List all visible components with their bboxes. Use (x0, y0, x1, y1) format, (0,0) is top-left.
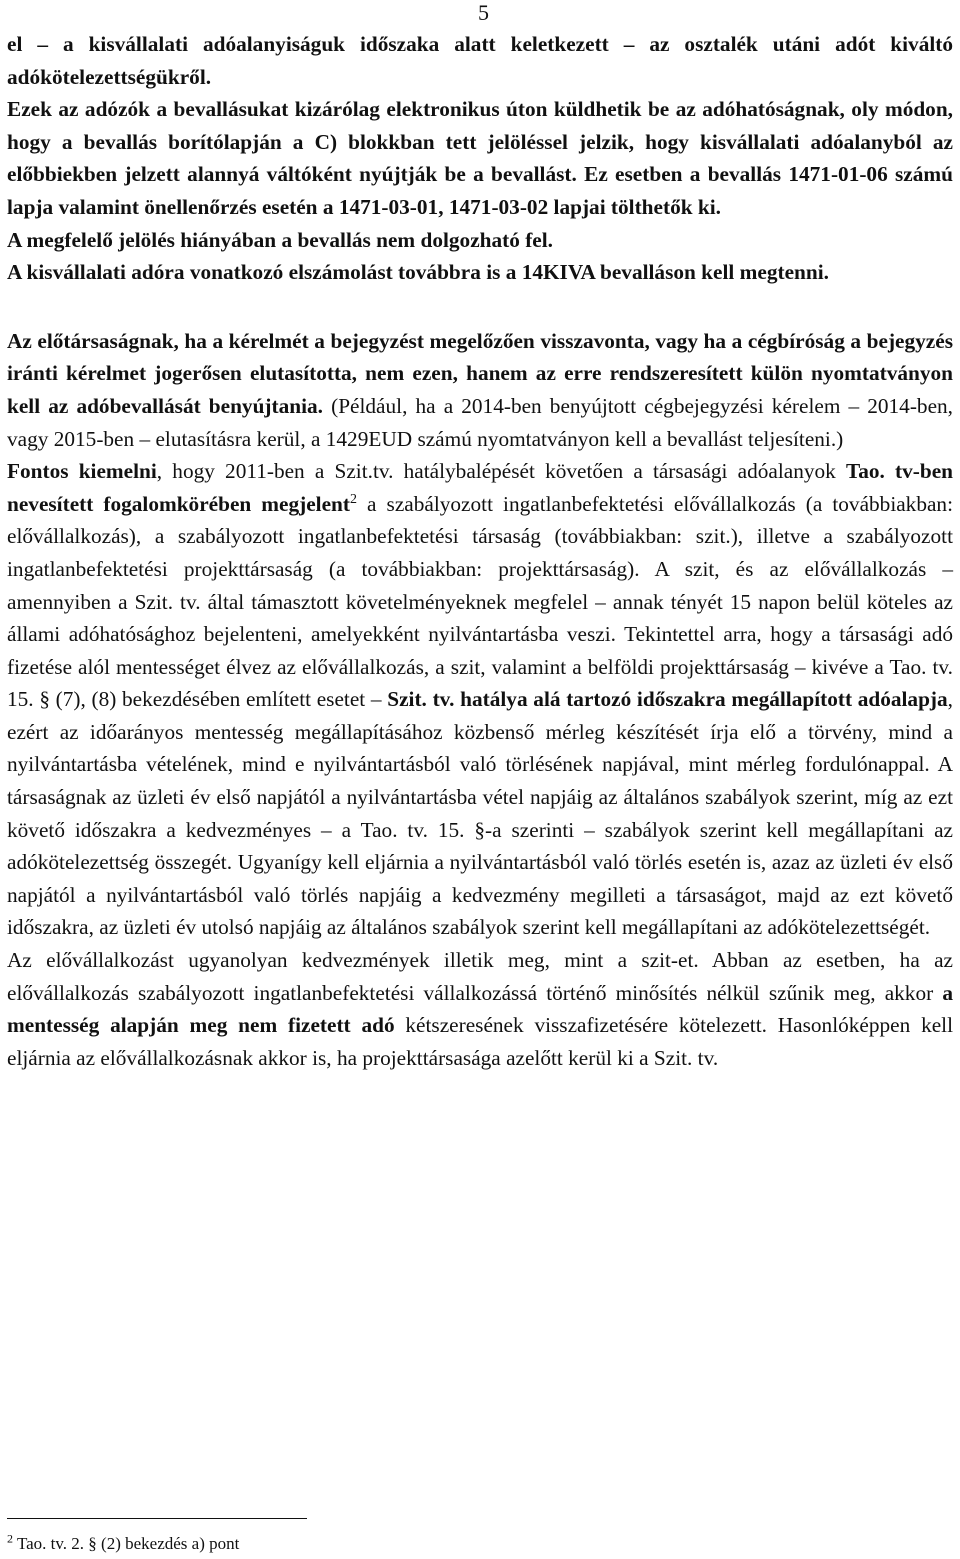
paragraph-6-emphasis-2: Tao. tv-ben nevesített fogalomkörében megjelent (7, 459, 953, 516)
paragraph-4-text: A kisvállalati adóra vonatkozó elszámolást továbbra is a 14KIVA bevalláson kell megtenni. (7, 260, 829, 285)
paragraph-5-bold: Az előtársaságnak, ha a kérelmét a bejegyzést megelőzően visszavonta, vagy ha a cégbíróság a bejegyzés iránti kérelmet jogerősen elutasította, nem ezen, hanem az erre rendszeresített külön nyomtatványon kell az adóbevallását benyújtania. (7, 328, 953, 418)
document-body (7, 28, 953, 1074)
paragraph-6-text-a: , hogy 2011-ben a Szit.tv. hatálybalépését követően a társasági adóalanyok (156, 459, 846, 484)
paragraph-3-text: A megfelelő jelölés hiányában a bevallás nem dolgozható fel. (7, 227, 554, 252)
paragraph-6-text-b: a szabályozott ingatlanbefektetési elővállalkozás (a továbbiakban: elővállalkozás), a szabályozott ingatlanbefektetési társaság (továbbiakban: szit.), illetve a szabályozott ingatlanbefektetési projekttársaság (a továbbiakban: projekttársaság). A szit, és az elővállalkozás – amennyiben a Szit. tv. által támasztott követelményeknek megfelel – annak tényét 15 napon belül köteles az állami adóhatósághoz bejelenteni, amelyekként nyilvántartásba veszi. Tekintettel arra, hogy a társasági adó fizetése alól mentességet élvez az elővállalkozás, a szit, valamint a belföldi projekttársaság – kivéve a Tao. tv. 15. § (7), (8) bekezdésében említett esetet – (7, 491, 953, 712)
paragraph-3 (7, 224, 953, 257)
paragraph-6-text-c: , ezért az időarányos mentesség megállapításához közbenső mérleg készítését írja elő a törvény, mind a nyilvántartásba vételének, mind e nyilvántartásból való törlésének napjával, mint mérleg fordulónappal. A társaságnak az üzleti év első napjától a nyilvántartásba vétel napjáig az általános szabályok szerint, míg az ezt követő időszakra a kedvezményes – a Tao. tv. 15. §-a szerinti – szabályok szerint kell megállapítani az adókötelezettség összegét. Ugyanígy kell eljárnia a nyilvántartásból való törlés esetén is, azaz az üzleti év első napjától a nyilvántartásból való törlés napjáig a kedvezmény megilleti a társaságot, majd az ezt követő időszakra, az üzleti év utolsó napjáig az általános szabályok szerint kell megállapítani az adókötelezettségét. (7, 687, 953, 940)
footnote (7, 1533, 239, 1555)
paragraph-1-text: el – a kisvállalati adóalanyiságuk időszaka alatt keletkezett – az osztalék utáni adót kiváltó adókötelezettségükről. (7, 32, 953, 89)
footnote-number: 2 (7, 1531, 13, 1546)
paragraph-gap (7, 289, 953, 325)
page-number: 5 (478, 0, 489, 25)
paragraph-2 (7, 93, 953, 223)
paragraph-6 (7, 455, 953, 944)
footnote-reference[interactable]: 2 (350, 491, 357, 507)
paragraph-5 (7, 325, 953, 455)
document-page (7, 0, 953, 1559)
footnote-separator (7, 1518, 307, 1519)
paragraph-7 (7, 944, 953, 1074)
paragraph-2-text: Ezek az adózók a bevallásukat kizárólag elektronikus úton küldhetik be az adóhatóságnak, oly módon, hogy a bevallás borítólapján a C) blokkban tett jelöléssel jelzik, hogy kisvállalati adóalanyból az előbbiekben jelzett alannyá váltóként nyújtják be a bevallást. Ez esetben a bevallás 1471-01-06 számú lapja valamint önellenőrzés esetén a 1471-03-01, 1471-03-02 lapjai tölthetők ki. (7, 97, 953, 219)
paragraph-6-emphasis-3: Szit. tv. hatálya alá tartozó időszakra megállapított adóalapja (387, 687, 948, 712)
paragraph-1 (7, 28, 953, 93)
paragraph-7-text-b: kétszeresének visszafizetésére kötelezett. Hasonlóképpen kell eljárnia az elővállalkozásnak akkor is, ha projekttársasága azelőtt kerül ki a Szit. tv. (7, 1013, 953, 1070)
paragraph-7-text-a: Az elővállalkozást ugyanolyan kedvezmények illetik meg, mint a szit-et. Abban az esetben, ha az elővállalkozás szabályozott ingatlanbefektetési vállalkozássá történő minősítés nélkül szűnik meg, akkor (7, 948, 953, 1005)
footnote-text: Tao. tv. 2. § (2) bekezdés a) pont (13, 1534, 240, 1553)
paragraph-7-emphasis: a mentesség alapján meg nem fizetett adó (7, 980, 953, 1038)
paragraph-5-normal: (Például, ha a 2014-ben benyújtott cégbejegyzési kérelem – 2014-ben, vagy 2015-ben – elutasításra kerül, a 1429EUD számú nyomtatványon kell a bevallást teljesíteni.) (7, 393, 953, 451)
paragraph-6-emphasis: Fontos kiemelni (7, 459, 157, 484)
paragraph-4 (7, 256, 953, 289)
